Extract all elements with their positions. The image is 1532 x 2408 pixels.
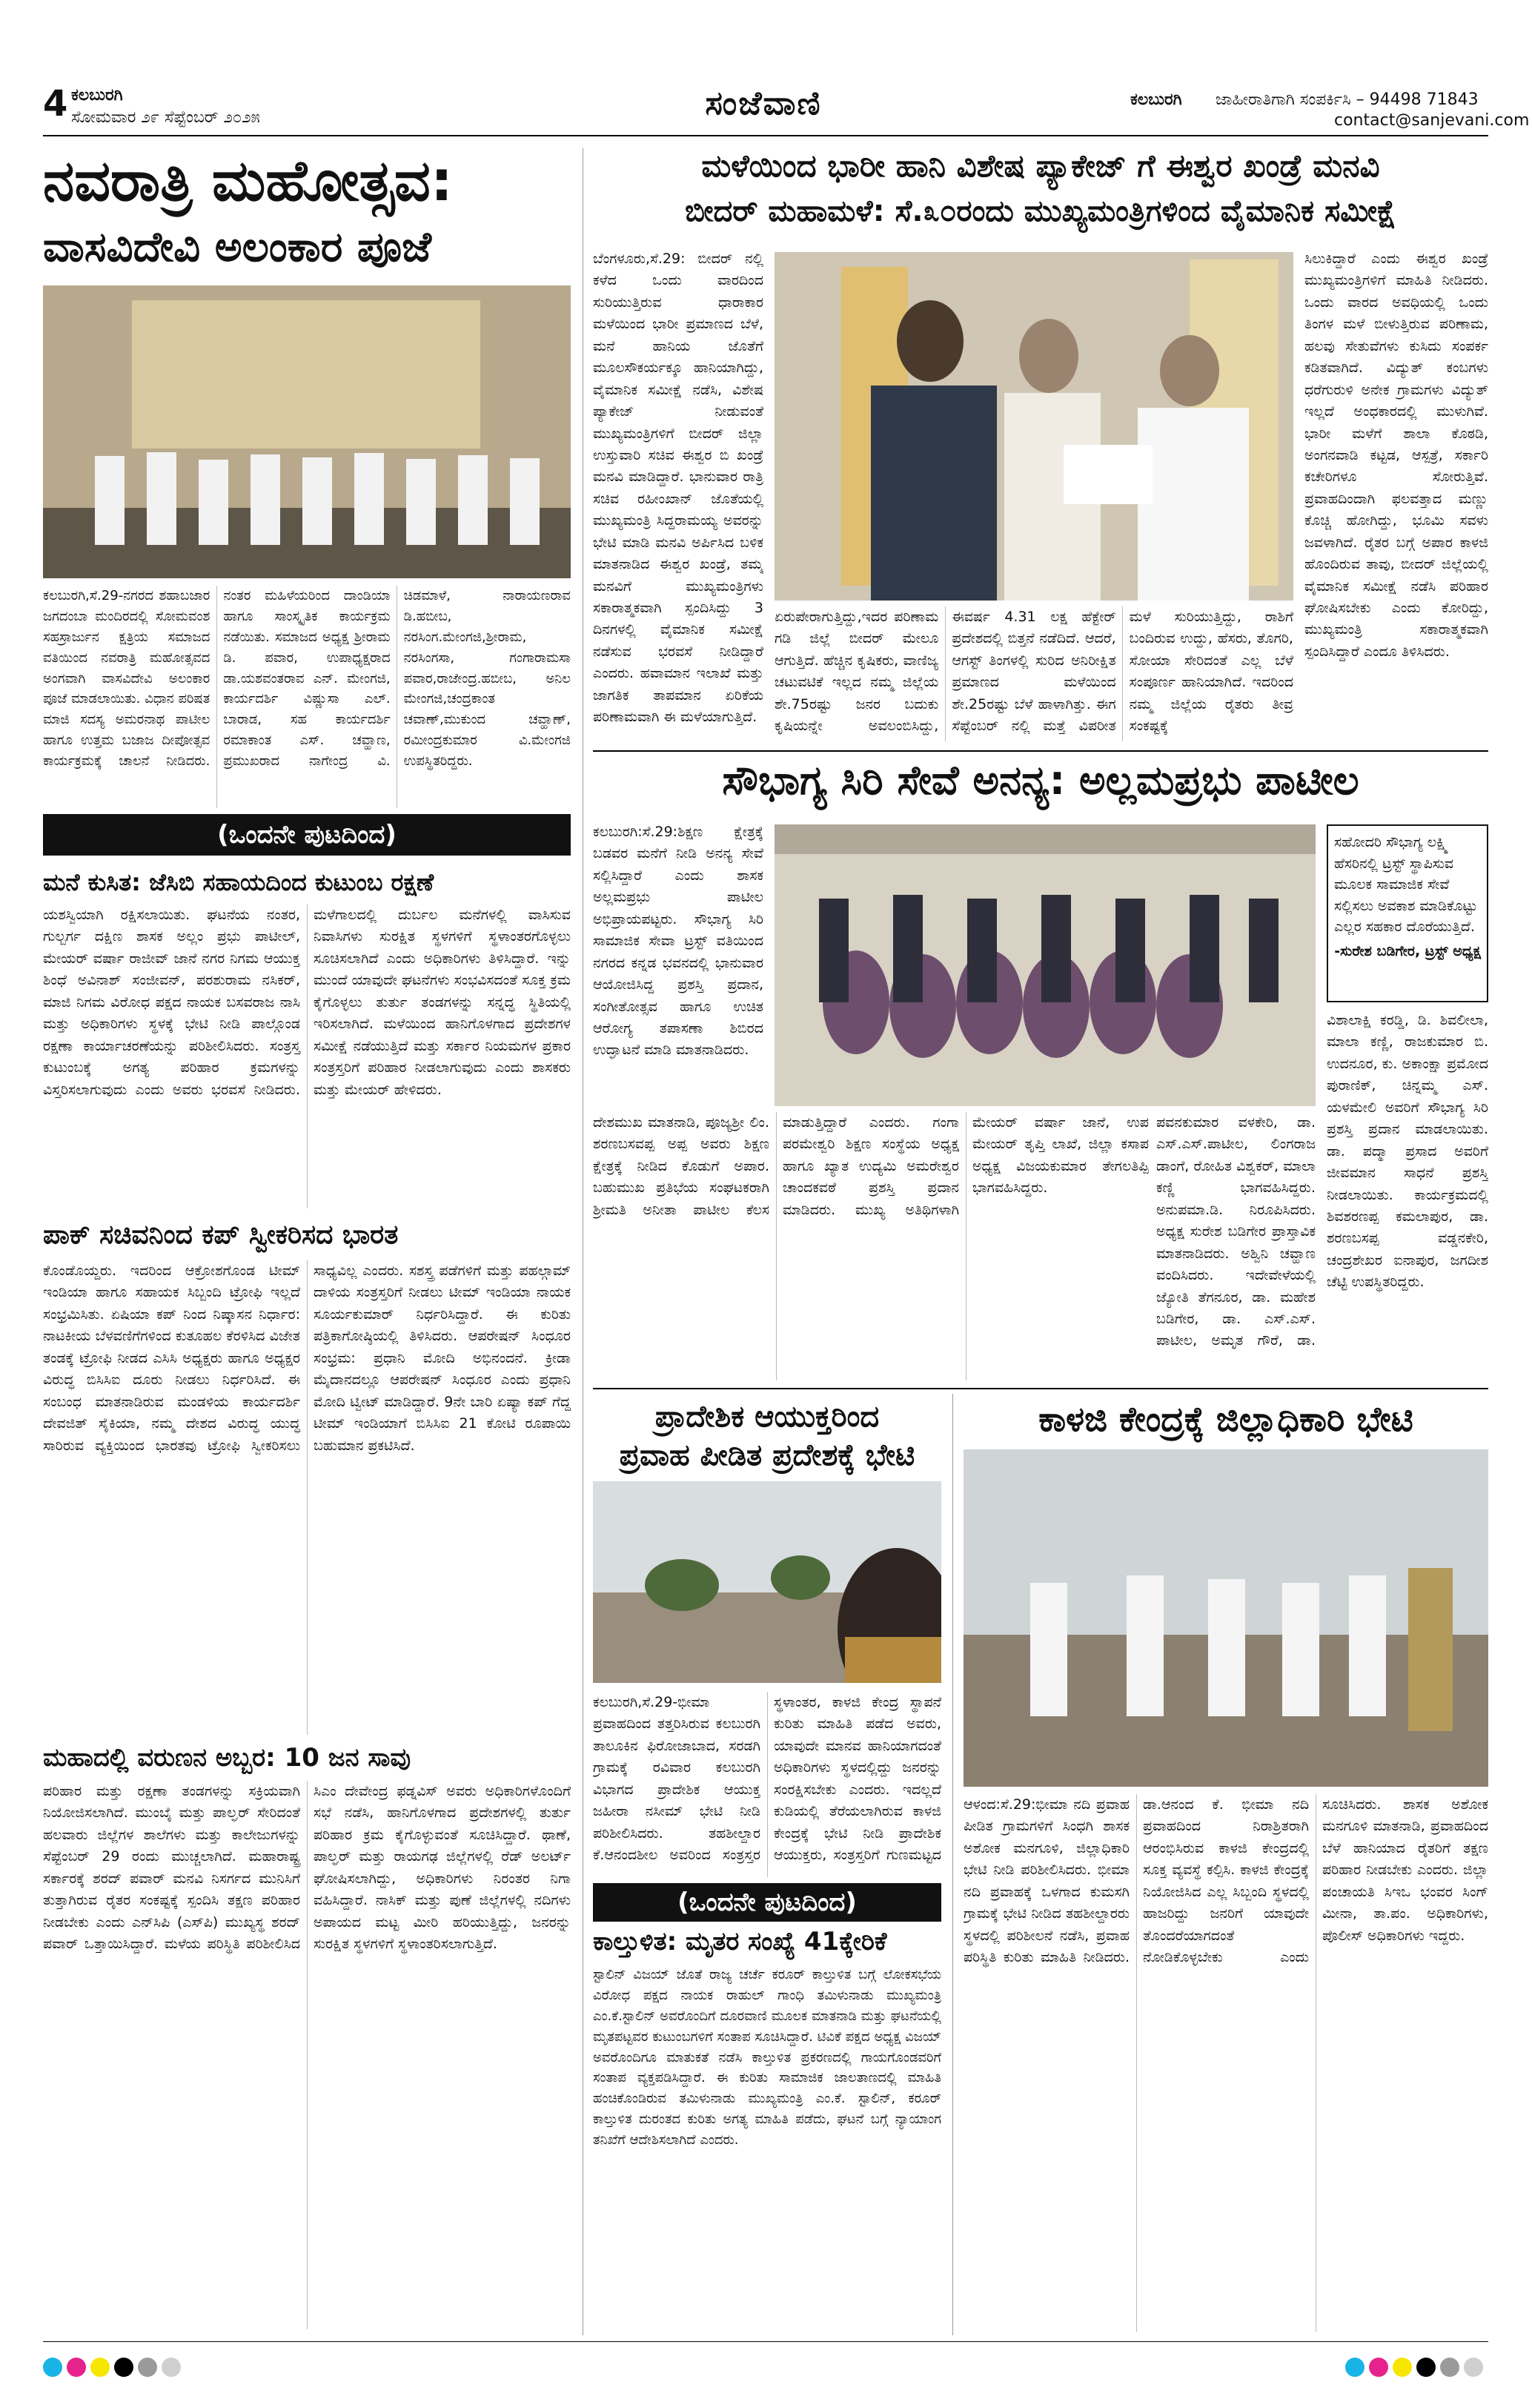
officials-visit-photo-illustration [964, 1449, 1488, 1787]
story1-headline-2: ವಾಸವಿದೇವಿ ಅಲಂಕಾರ ಪೂಜೆ [43, 223, 432, 271]
memorandum-photo-illustration [775, 252, 1293, 601]
story6-photo [775, 824, 1316, 1106]
yellow-dot [90, 2358, 110, 2377]
continued-band: (ಒಂದನೇ ಪುಟದಿಂದ) [43, 814, 571, 856]
story6-bottom-rule [593, 1388, 1488, 1389]
story7-divider [952, 1394, 953, 2335]
story6-body-right: ವಿಶಾಲಾಕ್ಷಿ ಕರಡ್ಡಿ, ಡಿ. ಶಿವಲೀಲಾ, ಮಾಲಾ ಕಣ್ಣಿ, ರಾಜಕುಮಾರ ಬಿ. ಉದನೂರ, ಕು. ಅಕಾಂಕ್ಷಾ ಪ್ರಮೋದ ಪುರಾಣಿಕ್, ಚಿನ್ನಮ್ಮ ಎಸ್. ಯಳಮೇಲಿ ಅವರಿಗೆ ಸೌಭಾಗ್ಯ ಸಿರಿ ಪ್ರಶಸ್ತಿ ಪ್ರದಾನ ಮಾಡಲಾಯಿತು. ಡಾ. ಪದ್ಮಾ ಪ್ರಸಾದ ಅವರಿಗೆ ಜೀವಮಾನ ಸಾಧನೆ ಪ್ರಶಸ್ತಿ ನೀಡಲಾಯಿತು. ಕಾರ್ಯಕ್ರಮದಲ್ಲಿ ಶಿವಶರಣಪ್ಪ ಕಮಲಾಪುರ, ಡಾ. ಶರಣಬಸಪ್ಪ ವಡ್ಡನಕೇರಿ, ಚಂದ್ರಶೇಖರ ಐನಾಪುರ, ಜಗದೀಶ ಚೆಟ್ಟಿ ಉಪಸ್ಥಿತರಿದ್ದರು. [1327, 1012, 1488, 1291]
story7-body: ಕಲಬುರಗಿ,ಸೆ.29-ಭೀಮಾ ಪ್ರವಾಹದಿಂದ ತತ್ತರಿಸಿರುವ ಕಲಬುರಗಿ ತಾಲೂಕಿನ ಫಿರೋಜಾಬಾದ, ಸರಡಗಿ ಗ್ರಾಮಕ್ಕೆ ರವಿವಾರ ಕಲಬುರಗಿ ವಿಭಾಗದ ಪ್ರಾದೇಶಿಕ ಆಯುಕ್ತ ಜಹೀರಾ ನಸೀಮ್ ಭೇಟಿ ನೀಡಿ ಪರಿಶೀಲಿಸಿದರು. ತಹಶೀಲ್ದಾರ ಕೆ.ಆನಂದಶೀಲ ಅವರಿಂದ ಸಂತ್ರಸ್ತರ ಸ್ಥಳಾಂತರ, ಕಾಳಜಿ ಕೇಂದ್ರ ಸ್ಥಾಪನೆ ಕುರಿತು ಮಾಹಿತಿ ಪಡೆದ ಅವರು, ಯಾವುದೇ ಮಾನವ ಹಾನಿಯಾಗದಂತೆ ಅಧಿಕಾರಿಗಳು ಸ್ಥಳದಲ್ಲಿದ್ದು ಜನರನ್ನು ಸಂರಕ್ಷಿಸಬೇಕು ಎಂದರು. ಇದಲ್ಲದೆ ಕುಡಿಯಲ್ಲಿ ತೆರೆಯಲಾಗಿರುವ ಕಾಳಜಿ ಕೇಂದ್ರಕ್ಕೆ ಭೇಟಿ ನೀಡಿ ಪ್ರಾದೇಶಿಕ ಆಯುಕ್ತರು, ಸಂತ್ರಸ್ತರಿಗೆ ಗುಣಮಟ್ಟದ [593, 1694, 941, 1864]
contact-email[interactable]: contact@sanjevani.com [1334, 111, 1530, 130]
story7-headline-2: ಪ್ರವಾಹ ಪೀಡಿತ ಪ್ರದೇಶಕ್ಕೆ ಭೇಟಿ [619, 1438, 915, 1472]
story9-body: ಆಳಂದ:ಸೆ.29:ಭೀಮಾ ನದಿ ಪ್ರವಾಹ ಪೀಡಿತ ಗ್ರಾಮಗಳಿಗೆ ಸಿಂಧಗಿ ಶಾಸಕ ಅಶೋಕ ಮನಗೂಳಿ, ಜಿಲ್ಲಾಧಿಕಾರಿ ಭೇಟಿ ನೀಡಿ ಪರಿಶೀಲಿಸಿದರು. ಭೀಮಾ ನದಿ ಪ್ರವಾಹಕ್ಕೆ ಒಳಗಾದ ಕುಮಸಗಿ ಗ್ರಾಮಕ್ಕೆ ಭೇಟಿ ನೀಡಿದ ತಹಶೀಲ್ದಾರರು ಸ್ಥಳದಲ್ಲಿ ಪರಿಶೀಲನೆ ನಡೆಸಿ, ಪ್ರವಾಹ ಪರಿಸ್ಥಿತಿ ಕುರಿತು ಮಾಹಿತಿ ನೀಡಿದರು. ಡಾ.ಆನಂದ ಕೆ. ಭೀಮಾ ನದಿ ಪ್ರವಾಹದಿಂದ ನಿರಾಶ್ರಿತರಾಗಿ ಆರಂಭಿಸಿರುವ ಕಾಳಜಿ ಕೇಂದ್ರದಲ್ಲಿ ಸೂಕ್ತ ವ್ಯವಸ್ಥೆ ಕಲ್ಪಿಸಿ. ಕಾಳಜಿ ಕೇಂದ್ರಕ್ಕೆ ನಿಯೋಜಿಸಿದ ಎಲ್ಲ ಸಿಬ್ಬಂದಿ ಸ್ಥಳದಲ್ಲಿ ಹಾಜರಿದ್ದು ಜನರಿಗೆ ಯಾವುದೇ ತೊಂದರೆಯಾಗದಂತೆ ನೋಡಿಕೊಳ್ಳಬೇಕು ಎಂದು ಸೂಚಿಸಿದರು. ಶಾಸಕ ಅಶೋಕ ಮನಗೂಳಿ ಮಾತನಾಡಿ, ಪ್ರವಾಹದಿಂದ ಬೆಳೆ ಹಾನಿಯಾದ ರೈತರಿಗೆ ತಕ್ಷಣ ಪರಿಹಾರ ನೀಡಬೇಕು ಎಂದರು. ಜಿಲ್ಲಾ ಪಂಚಾಯತಿ ಸಿಇಒ ಭಂವರ ಸಿಂಗ್ ಮೀನಾ, ತಾ.ಪಂ. ಅಧಿಕಾರಿಗಳು, ಪೊಲೀಸ್ ಅಧಿಕಾರಿಗಳು ಇದ್ದರು. [964, 1796, 1488, 1966]
story2-photo [775, 252, 1293, 601]
story6-headline: ಸೌಭಾಗ್ಯ ಸಿರಿ ಸೇವೆ ಅನನ್ಯ: ಅಲ್ಲಮಪ್ರಭು ಪಾಟೀಲ [722, 757, 1359, 804]
light-grey-dot [1464, 2358, 1483, 2377]
footer-rule [43, 2341, 1488, 2342]
story7-photo [593, 1481, 941, 1683]
cyan-dot [43, 2358, 62, 2377]
black-dot [1416, 2358, 1436, 2377]
header-right-city: ಕಲಬುರಗಿ [1130, 90, 1182, 109]
registration-marks-right [1345, 2358, 1488, 2380]
award-ceremony-photo-illustration [775, 824, 1316, 1106]
story3-body: ಯಶಸ್ವಿಯಾಗಿ ರಕ್ಷಿಸಲಾಯಿತು. ಘಟನೆಯ ನಂತರ, ಗುಲ್ಬರ್ಗ ದಕ್ಷಿಣ ಶಾಸಕ ಅಲ್ಲಂ ಪ್ರಭು ಪಾಟೀಲ್, ಮೇಯರ್ ವರ್ಷಾ ರಾಜೀವ್ ಜಾನೆ ನಗರ ನಿಗಮ ಆಯುಕ್ತ ಶಿಂಧೆ ಅವಿನಾಶ್ ಸಂಜೀವನ್, ಪರಶುರಾಮ ನಸಿಕರ್, ಮಾಜಿ ನಿಗಮ ವಿರೋಧ ಪಕ್ಷದ ನಾಯಕ ಬಸವರಾಜ ನಾಸಿ ಮತ್ತು ಅಧಿಕಾರಿಗಳು ಸ್ಥಳಕ್ಕೆ ಭೇಟಿ ನೀಡಿ ಪಾಲ್ಗೊಂಡ ರಕ್ಷಣಾ ಕಾರ್ಯಾಚರಣೆಯನ್ನು ಪರಿಶೀಲಿಸಿದರು. ಸಂತ್ರಸ್ತ ಕುಟುಂಬಕ್ಕೆ ಅಗತ್ಯ ಪರಿಹಾರ ಕ್ರಮಗಳನ್ನು ವಿಸ್ತರಿಸಲಾಗುವುದು ಎಂದು ಅವರು ಭರವಸೆ ನೀಡಿದರು. ಮಳೆಗಾಲದಲ್ಲಿ ದುರ್ಬಲ ಮನೆಗಳಲ್ಲಿ ವಾಸಿಸುವ ನಿವಾಸಿಗಳು ಸುರಕ್ಷಿತ ಸ್ಥಳಗಳಿಗೆ ಸ್ಥಳಾಂತರಗೊಳ್ಳಲು ಸೂಚಿಸಲಾಗಿದೆ ಎಂದು ಅಧಿಕಾರಿಗಳು ತಿಳಿಸಿದ್ದಾರೆ. ಇನ್ನು ಮುಂದೆ ಯಾವುದೇ ಘಟನೆಗಳು ಸಂಭವಿಸದಂತೆ ಸೂಕ್ತ ಕ್ರಮ ಕೈಗೊಳ್ಳಲು ತುರ್ತು ತಂಡಗಳನ್ನು ಸನ್ನದ್ಧ ಸ್ಥಿತಿಯಲ್ಲಿ ಇರಿಸಲಾಗಿದೆ. ಮಳೆಯಿಂದ ಹಾನಿಗೊಳಗಾದ ಪ್ರದೇಶಗಳ ಸಮೀಕ್ಷೆ ನಡೆಯುತ್ತಿದೆ ಮತ್ತು ಸರ್ಕಾರ ನಿಯಮಗಳ ಪ್ರಕಾರ ಸಂತ್ರಸ್ತರಿಗೆ ಪರಿಹಾರ ನೀಡಲಾಗುವುದು ಎಂದು ಶಾಸಕರು ಮತ್ತು ಮೇಯರ್ ಹೇಳಿದರು. [43, 907, 571, 1098]
story8-headline: ಕಾಲ್ತುಳಿತ: ಮೃತರ ಸಂಖ್ಯೆ 41ಕ್ಕೇರಿಕೆ [593, 1927, 887, 1956]
magenta-dot [1369, 2358, 1388, 2377]
story9-photo [964, 1449, 1488, 1787]
ad-contact: ಜಾಹೀರಾತಿಗಾಗಿ ಸಂಪರ್ಕಿಸಿ – 94498 71843 [1216, 90, 1479, 109]
story2-headline-2: ಬೀದರ್ ಮಹಾಮಳೆ: ಸೆ.೩೦ರಂದು ಮುಖ್ಯಮಂತ್ರಿಗಳಿಂದ ವೈಮಾನಿಕ ಸಮೀಕ್ಷೆ [685, 194, 1396, 228]
grey-dot [138, 2358, 157, 2377]
navaratri-photo-illustration [43, 285, 571, 578]
story6-quote: ಸಹೋದರಿ ಸೌಭಾಗ್ಯ ಲಕ್ಷ್ಮಿ ಹೆಸರಿನಲ್ಲಿ ಟ್ರಸ್ಟ್ ಸ್ಥಾಪಿಸುವ ಮೂಲಕ ಸಾಮಾಜಿಕ ಸೇವೆ ಸಲ್ಲಿಸಲು ಅವಕಾಶ ಮಾಡಿಕೊಟ್ಟು ಎಲ್ಲರ ಸಹಕಾರ ದೊರೆಯುತ್ತಿದೆ. [1334, 834, 1478, 935]
black-dot [114, 2358, 133, 2377]
story2-body-right: ಸಿಲುಕಿದ್ದಾರೆ ಎಂದು ಈಶ್ವರ ಖಂಡ್ರೆ ಮುಖ್ಯಮಂತ್ರಿಗಳಿಗೆ ಮಾಹಿತಿ ನೀಡಿದರು. ಒಂದು ವಾರದ ಅವಧಿಯಲ್ಲಿ ಒಂದು ತಿಂಗಳ ಮಳೆ ಬೀಳುತ್ತಿರುವ ಪರಿಣಾಮ, ಹಲವು ಸೇತುವೆಗಳು ಕುಸಿದು ಸಂಪರ್ಕ ಕಡಿತವಾಗಿದೆ. ವಿದ್ಯುತ್ ಕಂಬಗಳು ಧರೆಗುರುಳಿ ಅನೇಕ ಗ್ರಾಮಗಳು ವಿದ್ಯುತ್ ಇಲ್ಲದೆ ಅಂಧಕಾರದಲ್ಲಿ ಮುಳುಗಿವೆ. ಭಾರೀ ಮಳೆಗೆ ಶಾಲಾ ಕೊಠಡಿ, ಅಂಗನವಾಡಿ ಕಟ್ಟಡ, ಆಸ್ಪತ್ರೆ, ಸರ್ಕಾರಿ ಕಚೇರಿಗಳೂ ಸೋರುತ್ತಿವೆ. ಪ್ರವಾಹದಿಂದಾಗಿ ಫಲವತ್ತಾದ ಮಣ್ಣು ಕೊಚ್ಚಿ ಹೋಗಿದ್ದು, ಭೂಮಿ ಸವಳು ಜವಳಾಗಿದೆ. ರೈತರ ಬಗ್ಗೆ ಅಪಾರ ಕಾಳಜಿ ಹೊಂದಿರುವ ತಾವು, ಬೀದರ್ ಜಿಲ್ಲೆಯಲ್ಲಿ ವೈಮಾನಿಕ ಸಮೀಕ್ಷೆ ನಡೆಸಿ ಪರಿಹಾರ ಘೋಷಿಸಬೇಕು ಎಂದು ಕೋರಿದ್ದು, ಮುಖ್ಯಮಂತ್ರಿ ಸಕಾರಾತ್ಮಕವಾಗಿ ಸ್ಪಂದಿಸಿದ್ದಾರೆ ಎಂದೂ ತಿಳಿಸಿದರು. [1304, 251, 1488, 660]
story2-body-mid: ಏರುಪೇರಾಗುತ್ತಿದ್ದು,ಇದರ ಪರಿಣಾಮ ಗಡಿ ಜಿಲ್ಲೆ ಬೀದರ್ ಮೇಲೂ ಆಗುತ್ತಿದೆ. ಹೆಚ್ಚಿನ ಕೃಷಿಕರು, ವಾಣಿಜ್ಯ ಚಟುವಟಿಕೆ ಇಲ್ಲದ ನಮ್ಮ ಜಿಲ್ಲೆಯ ಶೇ.75ರಷ್ಟು ಜನರ ಬದುಕು ಕೃಷಿಯನ್ನೇ ಅವಲಂಬಿಸಿದ್ದು, ಈವರ್ಷ 4.31 ಲಕ್ಷ ಹೆಕ್ಟೇರ್ ಪ್ರದೇಶದಲ್ಲಿ ಬಿತ್ತನೆ ನಡೆದಿದೆ. ಆದರೆ, ಆಗಸ್ಟ್ ತಿಂಗಳಲ್ಲಿ ಸುರಿದ ಅನಿರೀಕ್ಷಿತ ಪ್ರಮಾಣದ ಮಳೆಯಿಂದ ಶೇ.25ರಷ್ಟು ಬೆಳೆ ಹಾಳಾಗಿತ್ತು. ಈಗ ಸೆಪ್ಟೆಂಬರ್ ನಲ್ಲಿ ಮತ್ತೆ ವಿಪರೀತ ಮಳೆ ಸುರಿಯುತ್ತಿದ್ದು, ರಾಶಿಗೆ ಬಂದಿರುವ ಉದ್ದು, ಹೆಸರು, ತೊಗರಿ, ಸೋಯಾ ಸೇರಿದಂತೆ ಎಲ್ಲ ಬೆಳೆ ಸಂಪೂರ್ಣ ಹಾನಿಯಾಗಿದೆ. ಇದರಿಂದ ನಮ್ಮ ಜಿಲ್ಲೆಯ ರೈತರು ತೀವ್ರ ಸಂಕಷ್ಟಕ್ಕೆ [775, 609, 1293, 735]
light-grey-dot [162, 2358, 181, 2377]
flood-photo-illustration [593, 1481, 941, 1683]
story9-headline: ಕಾಳಜಿ ಕೇಂದ್ರಕ್ಕೆ ಜಿಲ್ಲಾಧಿಕಾರಿ ಭೇಟಿ [1038, 1399, 1413, 1439]
story6-body-left: ಕಲಬುರಗಿ:ಸೆ.29:ಶಿಕ್ಷಣ ಕ್ಷೇತ್ರಕ್ಕೆ ಬಡವರ ಮನೆಗೆ ನೀಡಿ ಅನನ್ಯ ಸೇವೆ ಸಲ್ಲಿಸಿದ್ದಾರೆ ಎಂದು ಶಾಸಕ ಅಲ್ಲಮಪ್ರಭು ಪಾಟೀಲ ಅಭಿಪ್ರಾಯಪಟ್ಟರು. ಸೌಭಾಗ್ಯ ಸಿರಿ ಸಾಮಾಜಿಕ ಸೇವಾ ಟ್ರಸ್ಟ್ ವತಿಯಿಂದ ನಗರದ ಕನ್ನಡ ಭವನದಲ್ಲಿ ಭಾನುವಾರ ಆಯೋಜಿಸಿದ್ದ ಪ್ರಶಸ್ತಿ ಪ್ರದಾನ, ಸಂಗೀತೋತ್ಸವ ಹಾಗೂ ಉಚಿತ ಆರೋಗ್ಯ ತಪಾಸಣಾ ಶಿಬಿರದ ಉದ್ಘಾಟನೆ ಮಾಡಿ ಮಾತನಾಡಿದರು. [593, 824, 763, 1059]
header-city: ಕಲಬುರಗಿ [71, 86, 123, 105]
grey-dot [1440, 2358, 1459, 2377]
story1-photo [43, 285, 571, 578]
header-rule [43, 135, 1488, 136]
story6-quote-box [1327, 824, 1488, 1002]
yellow-dot [1393, 2358, 1412, 2377]
story2-headline-1: ಮಳೆಯಿಂದ ಭಾರೀ ಹಾನಿ ವಿಶೇಷ ಪ್ಯಾಕೇಜ್ ಗೆ ಈಶ್ವರ ಖಂಡ್ರೆ ಮನವಿ [701, 148, 1380, 184]
story5-body: ಪರಿಹಾರ ಮತ್ತು ರಕ್ಷಣಾ ತಂಡಗಳನ್ನು ಸಕ್ರಿಯವಾಗಿ ನಿಯೋಜಿಸಲಾಗಿದೆ. ಮುಂಬೈ ಮತ್ತು ಪಾಲ್ಘರ್ ಸೇರಿದಂತೆ ಹಲವಾರು ಜಿಲ್ಲೆಗಳ ಶಾಲೆಗಳು ಮತ್ತು ಕಾಲೇಜುಗಳನ್ನು ಸೆಪ್ಟೆಂಬರ್ 29 ರಂದು ಮುಚ್ಚಲಾಗಿದೆ. ಮಹಾರಾಷ್ಟ್ರ ಸರ್ಕಾರಕ್ಕೆ ಶರದ್ ಪವಾರ್ ಮನವಿ ನಿಸರ್ಗದ ಮುನಿಸಿಗೆ ತುತ್ತಾಗಿರುವ ರೈತರ ಸಂಕಷ್ಟಕ್ಕೆ ಸ್ಪಂದಿಸಿ ತಕ್ಷಣ ಪರಿಹಾರ ನೀಡಬೇಕು ಎಂದು ಎನ್‌ಸಿಪಿ (ಎಸ್‌ಪಿ) ಮುಖ್ಯಸ್ಥ ಶರದ್ ಪವಾರ್ ಒತ್ತಾಯಿಸಿದ್ದಾರೆ. ಮಳೆಯ ಪರಿಸ್ಥಿತಿ ಪರಿಶೀಲಿಸಿದ ಸಿಎಂ ದೇವೇಂದ್ರ ಫಡ್ನವಿಸ್ ಅವರು ಅಧಿಕಾರಿಗಳೊಂದಿಗೆ ಸಭೆ ನಡೆಸಿ, ಹಾನಿಗೊಳಗಾದ ಪ್ರದೇಶಗಳಲ್ಲಿ ತುರ್ತು ಪರಿಹಾರ ಕ್ರಮ ಕೈಗೊಳ್ಳುವಂತೆ ಸೂಚಿಸಿದ್ದಾರೆ. ಥಾಣೆ, ಪಾಲ್ಘರ್ ಮತ್ತು ರಾಯಗಢ ಜಿಲ್ಲೆಗಳಲ್ಲಿ ರೆಡ್ ಅಲರ್ಟ್ ಘೋಷಿಸಲಾಗಿದ್ದು, ಅಧಿಕಾರಿಗಳು ನಿರಂತರ ನಿಗಾ ವಹಿಸಿದ್ದಾರೆ. ನಾಸಿಕ್ ಮತ್ತು ಪುಣೆ ಜಿಲ್ಲೆಗಳಲ್ಲಿ ನದಿಗಳು ಅಪಾಯದ ಮಟ್ಟ ಮೀರಿ ಹರಿಯುತ್ತಿದ್ದು, ಜನರನ್ನು ಸುರಕ್ಷಿತ ಸ್ಥಳಗಳಿಗೆ ಸ್ಥಳಾಂತರಿಸಲಾಗುತ್ತಿದೆ. [43, 1783, 571, 1953]
continued-band-2: (ಒಂದನೇ ಪುಟದಿಂದ) [593, 1883, 941, 1922]
story4-headline: ಪಾಕ್ ಸಚಿವನಿಂದ ಕಪ್ ಸ್ವೀಕರಿಸದ ಭಾರತ [43, 1220, 399, 1250]
newspaper-logo: ಸಂಜೆವಾಣಿ [705, 85, 822, 122]
story3-headline: ಮನೆ ಕುಸಿತ: ಜೆಸಿಬಿ ಸಹಾಯದಿಂದ ಕುಟುಂಬ ರಕ್ಷಣೆ [43, 868, 434, 896]
header-date: ಸೋಮವಾರ ೨೯ ಸೆಪ್ಟೆಂಬರ್ ೨೦೨೫ [71, 108, 260, 127]
cyan-dot [1345, 2358, 1364, 2377]
story6-body-mid2: ಪವನಕುಮಾರ ವಳಕೇರಿ, ಡಾ. ಎಸ್.ಎಸ್.ಪಾಟೀಲ, ಲಿಂಗರಾಜ ಡಾಂಗೆ, ರೋಹಿತ ವಿಶ್ವಕರ್, ಮಾಲಾ ಕಣ್ಣಿ ಭಾಗವಹಿಸಿದ್ದರು. ಅನುಪಮಾ.ಡಿ. ನಿರೂಪಿಸಿದರು. ಅಧ್ಯಕ್ಷ ಸುರೇಶ ಬಡಿಗೇರ ಪ್ರಾಸ್ತಾವಿಕ ಮಾತನಾಡಿದರು. ಅಶ್ವಿನಿ ಚವ್ಹಾಣ ವಂದಿಸಿದರು. ಇದೇವೇಳೆಯಲ್ಲಿ ಜ್ಯೋತಿ ತೆಗನೂರ, ಡಾ. ಮಹೇಶ ಬಡಿಗೇರ, ಡಾ. ಎಸ್.ಎಸ್. ಪಾಟೀಲ, ಅಮೃತ ಗೌರೆ, ಡಾ. [1156, 1114, 1316, 1349]
registration-marks-left [43, 2358, 185, 2380]
story5-headline: ಮಹಾದಲ್ಲಿ ವರುಣನ ಅಬ್ಬರ: 10 ಜನ ಸಾವು [43, 1743, 411, 1773]
story1-headline-1: ನವರಾತ್ರಿ ಮಹೋತ್ಸವ: [43, 148, 454, 214]
story6-top-rule [593, 750, 1488, 752]
magenta-dot [67, 2358, 86, 2377]
page-number: 4 [43, 83, 68, 125]
story4-body: ಕೊಂಡೊಯ್ದರು. ಇದರಿಂದ ಆಕ್ರೋಶಗೊಂಡ ಟೀಮ್ ಇಂಡಿಯಾ ಹಾಗೂ ಸಹಾಯಕ ಸಿಬ್ಬಂದಿ ಟ್ರೋಫಿ ಇಲ್ಲದೆ ಸಂಭ್ರಮಿಸಿತು. ಏಷಿಯಾ ಕಪ್ ನಿಂದ ನಿಷ್ಕಾಸನ ನಿರ್ಧಾರ: ನಾಟಕೀಯ ಬೆಳವಣಿಗೆಗಳಿಂದ ಕುತೂಹಲ ಕೆರಳಿಸಿದ ವಿಜೇತ ತಂಡಕ್ಕೆ ಟ್ರೋಫಿ ನೀಡದ ಎಸಿಸಿ ಅಧ್ಯಕ್ಷರು ಹಾಗೂ ಅಧ್ಯಕ್ಷರ ವಿರುದ್ಧ ಬಿಸಿಸಿಐ ದೂರು ನೀಡಲು ನಿರ್ಧರಿಸಿದೆ. ಈ ಸಂಬಂಧ ಮಾತನಾಡಿರುವ ಮಂಡಳಿಯ ಕಾರ್ಯದರ್ಶಿ ದೇವಜಿತ್ ಸೈಕಿಯಾ, ನಮ್ಮ ದೇಶದ ವಿರುದ್ಧ ಯುದ್ಧ ಸಾರಿರುವ ವ್ಯಕ್ತಿಯಿಂದ ಭಾರತವು ಟ್ರೋಫಿ ಸ್ವೀಕರಿಸಲು ಸಾಧ್ಯವಿಲ್ಲ ಎಂದರು. ಸಶಸ್ತ್ರ ಪಡೆಗಳಿಗೆ ಮತ್ತು ಪಹಲ್ಗಾಮ್ ದಾಳಿಯ ಸಂತ್ರಸ್ತರಿಗೆ ನೀಡಲು ಟೀಮ್ ಇಂಡಿಯಾ ನಾಯಕ ಸೂರ್ಯಕುಮಾರ್ ನಿರ್ಧರಿಸಿದ್ದಾರೆ. ಈ ಕುರಿತು ಪತ್ರಿಕಾಗೋಷ್ಠಿಯಲ್ಲಿ ತಿಳಿಸಿದರು. ಆಪರೇಷನ್ ಸಿಂಧೂರ ಸಂಭ್ರಮ: ಪ್ರಧಾನಿ ಮೋದಿ ಅಭಿನಂದನೆ. ಕ್ರೀಡಾ ಮೈದಾನದಲ್ಲೂ ಆಪರೇಷನ್ ಸಿಂಧೂರ ಎಂದು ಪ್ರಧಾನಿ ಮೋದಿ ಟ್ವೀಟ್ ಮಾಡಿದ್ದಾರೆ. 9ನೇ ಬಾರಿ ಏಷ್ಯಾ ಕಪ್ ಗೆದ್ದ ಟೀಮ್ ಇಂಡಿಯಾಗೆ ಬಿಸಿಸಿಐ 21 ಕೋಟಿ ರೂಪಾಯಿ ಬಹುಮಾನ ಪ್ರಕಟಿಸಿದೆ. [43, 1263, 571, 1454]
story6-body-mid: ದೇಶಮುಖ ಮಾತನಾಡಿ, ಪೂಜ್ಯಶ್ರೀ ಲಿಂ. ಶರಣಬಸವಪ್ಪ ಅಪ್ಪ ಅವರು ಶಿಕ್ಷಣ ಕ್ಷೇತ್ರಕ್ಕೆ ನೀಡಿದ ಕೊಡುಗೆ ಅಪಾರ. ಬಹುಮುಖ ಪ್ರತಿಭೆಯ ಸಂಘಟಕರಾಗಿ ಶ್ರೀಮತಿ ಅನೀತಾ ಪಾಟೀಲ ಕೆಲಸ ಮಾಡುತ್ತಿದ್ದಾರೆ ಎಂದರು. ಗಂಗಾ ಪರಮೇಶ್ವರಿ ಶಿಕ್ಷಣ ಸಂಸ್ಥೆಯ ಅಧ್ಯಕ್ಷ ಹಾಗೂ ಖ್ಯಾತ ಉದ್ಯಮಿ ಅಮರೇಶ್ವರ ಚಾಂದಕವಠೆ ಪ್ರಶಸ್ತಿ ಪ್ರದಾನ ಮಾಡಿದರು. ಮುಖ್ಯ ಅತಿಥಿಗಳಾಗಿ ಮೇಯರ್ ವರ್ಷಾ ಜಾನೆ, ಉಪ ಮೇಯರ್ ತೃಪ್ತಿ ಲಾಖೆ, ಜಿಲ್ಲಾ ಕಸಾಪ ಅಧ್ಯಕ್ಷ ವಿಜಯಕುಮಾರ ತೇಗಲತಿಪ್ಪಿ ಭಾಗವಹಿಸಿದ್ದರು. [593, 1114, 1149, 1218]
story2-body-left: ಬೆಂಗಳೂರು,ಸೆ.29: ಬೀದರ್ ನಲ್ಲಿ ಕಳೆದ ಒಂದು ವಾರದಿಂದ ಸುರಿಯುತ್ತಿರುವ ಧಾರಾಕಾರ ಮಳೆಯಿಂದ ಭಾರೀ ಪ್ರಮಾಣದ ಬೆಳೆ, ಮನೆ ಹಾನಿಯ ಜೊತೆಗೆ ಮೂಲಸೌಕರ್ಯಕ್ಕೂ ಹಾನಿಯಾಗಿದ್ದು, ವೈಮಾನಿಕ ಸಮೀಕ್ಷೆ ನಡೆಸಿ, ವಿಶೇಷ ಪ್ಯಾಕೇಜ್ ನೀಡುವಂತೆ ಮುಖ್ಯಮಂತ್ರಿಗಳಿಗೆ ಬೀದರ್ ಜಿಲ್ಲಾ ಉಸ್ತುವಾರಿ ಸಚಿವ ಈಶ್ವರ ಬಿ ಖಂಡ್ರೆ ಮನವಿ ಮಾಡಿದ್ದಾರೆ. ಭಾನುವಾರ ರಾತ್ರಿ ಸಚಿವ ರಹೀಂಖಾನ್ ಜೊತೆಯಲ್ಲಿ ಮುಖ್ಯಮಂತ್ರಿ ಸಿದ್ದರಾಮಯ್ಯ ಅವರನ್ನು ಭೇಟಿ ಮಾಡಿ ಮನವಿ ಅರ್ಪಿಸಿದ ಬಳಿಕ ಮಾತನಾಡಿದ ಈಶ್ವರ ಖಂಡ್ರೆ, ತಮ್ಮ ಮನವಿಗೆ ಮುಖ್ಯಮಂತ್ರಿಗಳು ಸಕಾರಾತ್ಮಕವಾಗಿ ಸ್ಪಂದಿಸಿದ್ದು 3 ದಿನಗಳಲ್ಲಿ ವೈಮಾನಿಕ ಸಮೀಕ್ಷೆ ನಡೆಸುವ ಭರವಸೆ ನೀಡಿದ್ದಾರೆ ಎಂದರು. ಹವಾಮಾನ ಇಲಾಖೆ ಮತ್ತು ಜಾಗತಿಕ ತಾಪಮಾನ ಏರಿಕೆಯ ಪರಿಣಾಮವಾಗಿ ಈ ಮಳೆಯಾಗುತ್ತಿದೆ. [593, 251, 763, 726]
story8-body: ಸ್ಟಾಲಿನ್ ವಿಜಯ್ ಜೊತೆ ರಾಜ್ಯ ಚರ್ಚೆ ಕರೂರ್ ಕಾಲ್ತುಳಿತ ಬಗ್ಗೆ ಲೋಕಸಭೆಯ ವಿರೋಧ ಪಕ್ಷದ ನಾಯಕ ರಾಹುಲ್ ಗಾಂಧಿ ತಮಿಳುನಾಡು ಮುಖ್ಯಮಂತ್ರಿ ಎಂ.ಕೆ.ಸ್ಟಾಲಿನ್ ಅವರೊಂದಿಗೆ ದೂರವಾಣಿ ಮೂಲಕ ಮಾತನಾಡಿ ಮತ್ತು ಘಟನೆಯಲ್ಲಿ ಮೃತಪಟ್ಟವರ ಕುಟುಂಬಗಳಿಗೆ ಸಂತಾಪ ಸೂಚಿಸಿದ್ದಾರೆ. ಟಿವಿಕೆ ಪಕ್ಷದ ಅಧ್ಯಕ್ಷ ವಿಜಯ್ ಅವರೊಂದಿಗೂ ಮಾತುಕತೆ ನಡೆಸಿ ಕಾಲ್ತುಳಿತ ಪ್ರಕರಣದಲ್ಲಿ ಗಾಯಗೊಂಡವರಿಗೆ ಸಂತಾಪ ವ್ಯಕ್ತಪಡಿಸಿದ್ದಾರೆ. ಈ ಕುರಿತು ಸಾಮಾಜಿಕ ಜಾಲತಾಣದಲ್ಲಿ ಮಾಹಿತಿ ಹಂಚಿಕೊಂಡಿರುವ ತಮಿಳುನಾಡು ಮುಖ್ಯಮಂತ್ರಿ ಎಂ.ಕೆ. ಸ್ಟಾಲಿನ್, ಕರೂರ್ ಕಾಲ್ತುಳಿತ ದುರಂತದ ಕುರಿತು ಅಗತ್ಯ ಮಾಹಿತಿ ಪಡೆದು, ಘಟನೆ ಬಗ್ಗೆ ನ್ಯಾಯಾಂಗ ತನಿಖೆಗೆ ಆದೇಶಿಸಲಾಗಿದೆ ಎಂದರು. [593, 1967, 941, 2149]
story6-quote-by: -ಸುರೇಶ ಬಡಿಗೇರ, ಟ್ರಸ್ಟ್ ಅಧ್ಯಕ್ಷ [1334, 942, 1481, 959]
story7-headline-1: ಪ್ರಾದೇಶಿಕ ಆಯುಕ್ತರಿಂದ [654, 1400, 880, 1434]
story1-body: ಕಲಬುರಗಿ,ಸೆ.29-ನಗರದ ಶಹಾಬಜಾರ ಜಗದಂಬಾ ಮಂದಿರದಲ್ಲಿ ಸೋಮವಂಶ ಸಹಸ್ರಾರ್ಜುನ ಕ್ಷತ್ರಿಯ ಸಮಾಜದ ವತಿಯಿಂದ ನವರಾತ್ರಿ ಮಹೋತ್ಸವದ ಅಂಗವಾಗಿ ವಾಸವಿದೇವಿ ಅಲಂಕಾರ ಪೂಜೆ ಮಾಡಲಾಯಿತು. ವಿಧಾನ ಪರಿಷತ ಮಾಜಿ ಸದಸ್ಯ ಅಮರನಾಥ ಪಾಟೀಲ ಹಾಗೂ ಉತ್ತಮ ಬಜಾಜ ದೀಪೋತ್ಸವ ಕಾರ್ಯಕ್ರಮಕ್ಕೆ ಚಾಲನೆ ನೀಡಿದರು. ನಂತರ ಮಹಿಳೆಯರಿಂದ ದಾಂಡಿಯಾ ಹಾಗೂ ಸಾಂಸ್ಕೃತಿಕ ಕಾರ್ಯಕ್ರಮ ನಡೆಯಿತು. ಸಮಾಜದ ಅಧ್ಯಕ್ಷ ಶ್ರೀರಾಮ ಡಿ. ಪವಾರ, ಉಪಾಧ್ಯಕ್ಷರಾದ ಡಾ.ಯಶವಂತರಾವ ಎನ್. ಮೇಂಗಜಿ, ಕಾರ್ಯದರ್ಶಿ ವಿಷ್ಣುಸಾ ಎಲ್. ಬಾರಾಡ, ಸಹ ಕಾರ್ಯದರ್ಶಿ ರಮಾಕಾಂತ ಎಸ್. ಚವ್ಹಾಣ, ಪ್ರಮುಖರಾದ ನಾಗೇಂದ್ರ ವಿ. ಚಿಡಮಾಳೆ, ನಾರಾಯಣರಾವ ಡಿ.ಹಬೀಬ, ನರಸಿಂಗ.ಮೇಂಗಜಿ,ಶ್ರೀರಾಮ, ನರಸಿಂಗಸಾ, ಗಂಗಾರಾಮಸಾ ಪವಾರ,ರಾಜೇಂದ್ರ.ಹಬೀಬ, ಅನಿಲ ಮೇಂಗಜಿ,ಚಂದ್ರಕಾಂತ ಚವಾಣ್,ಮುಕುಂದ ಚವ್ಹಾಣ್, ರಮೀಂದ್ರಕುಮಾರ ವಿ.ಮೇಂಗಜಿ ಉಪಸ್ಥಿತರಿದ್ದರು. [43, 588, 571, 770]
